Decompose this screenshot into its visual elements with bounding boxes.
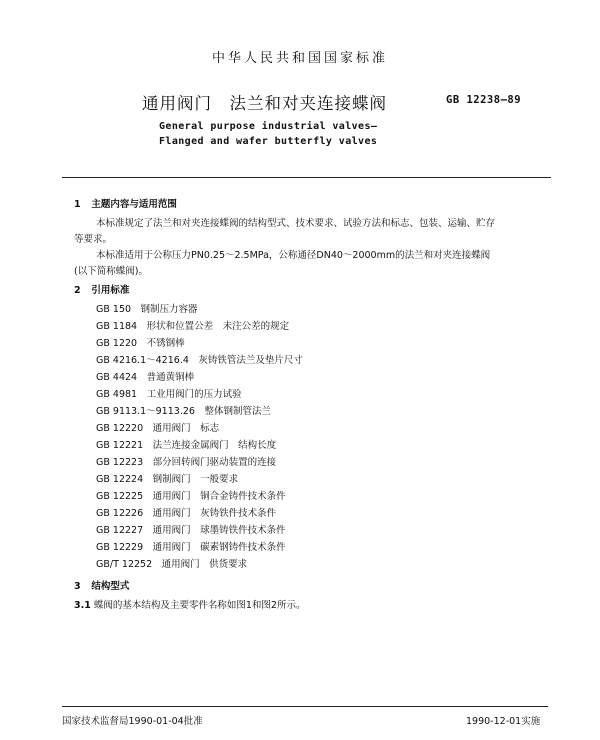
reference-title: 钢制压力容器 bbox=[140, 304, 198, 315]
reference-item bbox=[96, 454, 276, 468]
reference-code: GB 4424 bbox=[96, 372, 138, 383]
reference-code: GB 12223 bbox=[96, 457, 144, 468]
reference-title: 钢制阀门 一般要求 bbox=[152, 474, 239, 485]
clause-number: 3.1 bbox=[74, 600, 91, 611]
reference-item bbox=[96, 369, 194, 383]
document-title-en-line1: General purpose industrial valves— bbox=[159, 121, 378, 132]
reference-item bbox=[96, 403, 271, 417]
reference-item bbox=[96, 335, 185, 349]
section-title: 结构型式 bbox=[91, 581, 130, 592]
clause-text: 蝶阀的基本结构及主要零件名称如图1和图2所示。 bbox=[93, 600, 306, 611]
header-divider bbox=[62, 177, 551, 178]
reference-code: GB 1184 bbox=[96, 321, 138, 332]
footer-divider bbox=[62, 706, 548, 707]
reference-item bbox=[96, 505, 276, 519]
section-1-paragraph-1-line-1: 本标准规定了法兰和对夹连接蝶阀的结构型式、技术要求、试验方法和标志、包装、运输、贮存 bbox=[96, 218, 496, 229]
reference-title: 工业用阀门的压力试验 bbox=[146, 389, 242, 400]
effective-date: 1990-12-01实施 bbox=[466, 716, 541, 727]
reference-item bbox=[96, 318, 289, 332]
reference-code: GB 12229 bbox=[96, 542, 144, 553]
document-title-cn: 通用阀门 法兰和对夹连接蝶阀 bbox=[142, 94, 387, 113]
reference-item bbox=[96, 437, 276, 451]
reference-title: 形状和位置公差 未注公差的规定 bbox=[146, 321, 290, 332]
section-1-paragraph-2-line-2: (以下简称蝶阀)。 bbox=[74, 266, 148, 277]
reference-title: 通用阀门 灰铸铁件技术条件 bbox=[152, 508, 277, 519]
reference-code: GB 12225 bbox=[96, 491, 144, 502]
section-1-heading bbox=[74, 196, 177, 210]
reference-title: 不锈钢棒 bbox=[146, 338, 185, 349]
reference-code: GB 12227 bbox=[96, 525, 144, 536]
reference-code: GB 12220 bbox=[96, 423, 144, 434]
reference-item bbox=[96, 488, 286, 502]
reference-code: GB 12221 bbox=[96, 440, 144, 451]
reference-code: GB 4216.1～4216.4 bbox=[96, 355, 189, 366]
reference-code: GB/T 12252 bbox=[96, 559, 153, 570]
section-title: 引用标准 bbox=[91, 285, 130, 296]
section-1-paragraph-2-line-1: 本标准适用于公称压力PN0.25～2.5MPa，公称通径DN40～2000mm的法兰和对夹连接蝶阀 bbox=[96, 250, 491, 261]
reference-title: 通用阀门 碳素钢铸件技术条件 bbox=[152, 542, 286, 553]
section-3-heading bbox=[74, 578, 129, 592]
reference-item bbox=[96, 301, 198, 315]
reference-code: GB 150 bbox=[96, 304, 132, 315]
section-number: 2 bbox=[74, 285, 81, 296]
reference-code: GB 12224 bbox=[96, 474, 144, 485]
section-1-paragraph-1-line-2: 等要求。 bbox=[74, 234, 113, 245]
reference-item bbox=[96, 539, 286, 553]
standard-code: GB 12238—89 bbox=[446, 94, 522, 106]
reference-title: 通用阀门 供货要求 bbox=[161, 559, 248, 570]
reference-item bbox=[96, 420, 219, 434]
reference-title: 整体钢制管法兰 bbox=[204, 406, 271, 417]
reference-item bbox=[96, 471, 238, 485]
section-2-heading bbox=[74, 282, 129, 296]
reference-title: 法兰连接金属阀门 结构长度 bbox=[152, 440, 277, 451]
section-number: 3 bbox=[74, 581, 81, 592]
reference-code: GB 4981 bbox=[96, 389, 138, 400]
document-title-en-line2: Flanged and wafer butterfly valves bbox=[159, 136, 378, 147]
reference-title: 部分回转阀门驱动装置的连接 bbox=[152, 457, 277, 468]
clause-3-1 bbox=[74, 597, 305, 611]
reference-title: 灰铸铁管法兰及垫片尺寸 bbox=[198, 355, 303, 366]
reference-item bbox=[96, 386, 242, 400]
reference-code: GB 12226 bbox=[96, 508, 144, 519]
reference-item bbox=[96, 352, 303, 366]
section-number: 1 bbox=[74, 199, 81, 210]
reference-title: 通用阀门 球墨铸铁件技术条件 bbox=[152, 525, 286, 536]
reference-item bbox=[96, 522, 286, 536]
reference-item bbox=[96, 556, 247, 570]
reference-title: 通用阀门 铜合金铸件技术条件 bbox=[152, 491, 286, 502]
reference-title: 通用阀门 标志 bbox=[152, 423, 220, 434]
reference-code: GB 1220 bbox=[96, 338, 138, 349]
standard-header: 中华人民共和国国家标准 bbox=[211, 51, 388, 66]
reference-title: 普通黄铜棒 bbox=[146, 372, 195, 383]
section-title: 主题内容与适用范围 bbox=[91, 199, 177, 210]
reference-code: GB 9113.1～9113.26 bbox=[96, 406, 195, 417]
approval-info: 国家技术监督局1990-01-04批准 bbox=[62, 716, 203, 727]
